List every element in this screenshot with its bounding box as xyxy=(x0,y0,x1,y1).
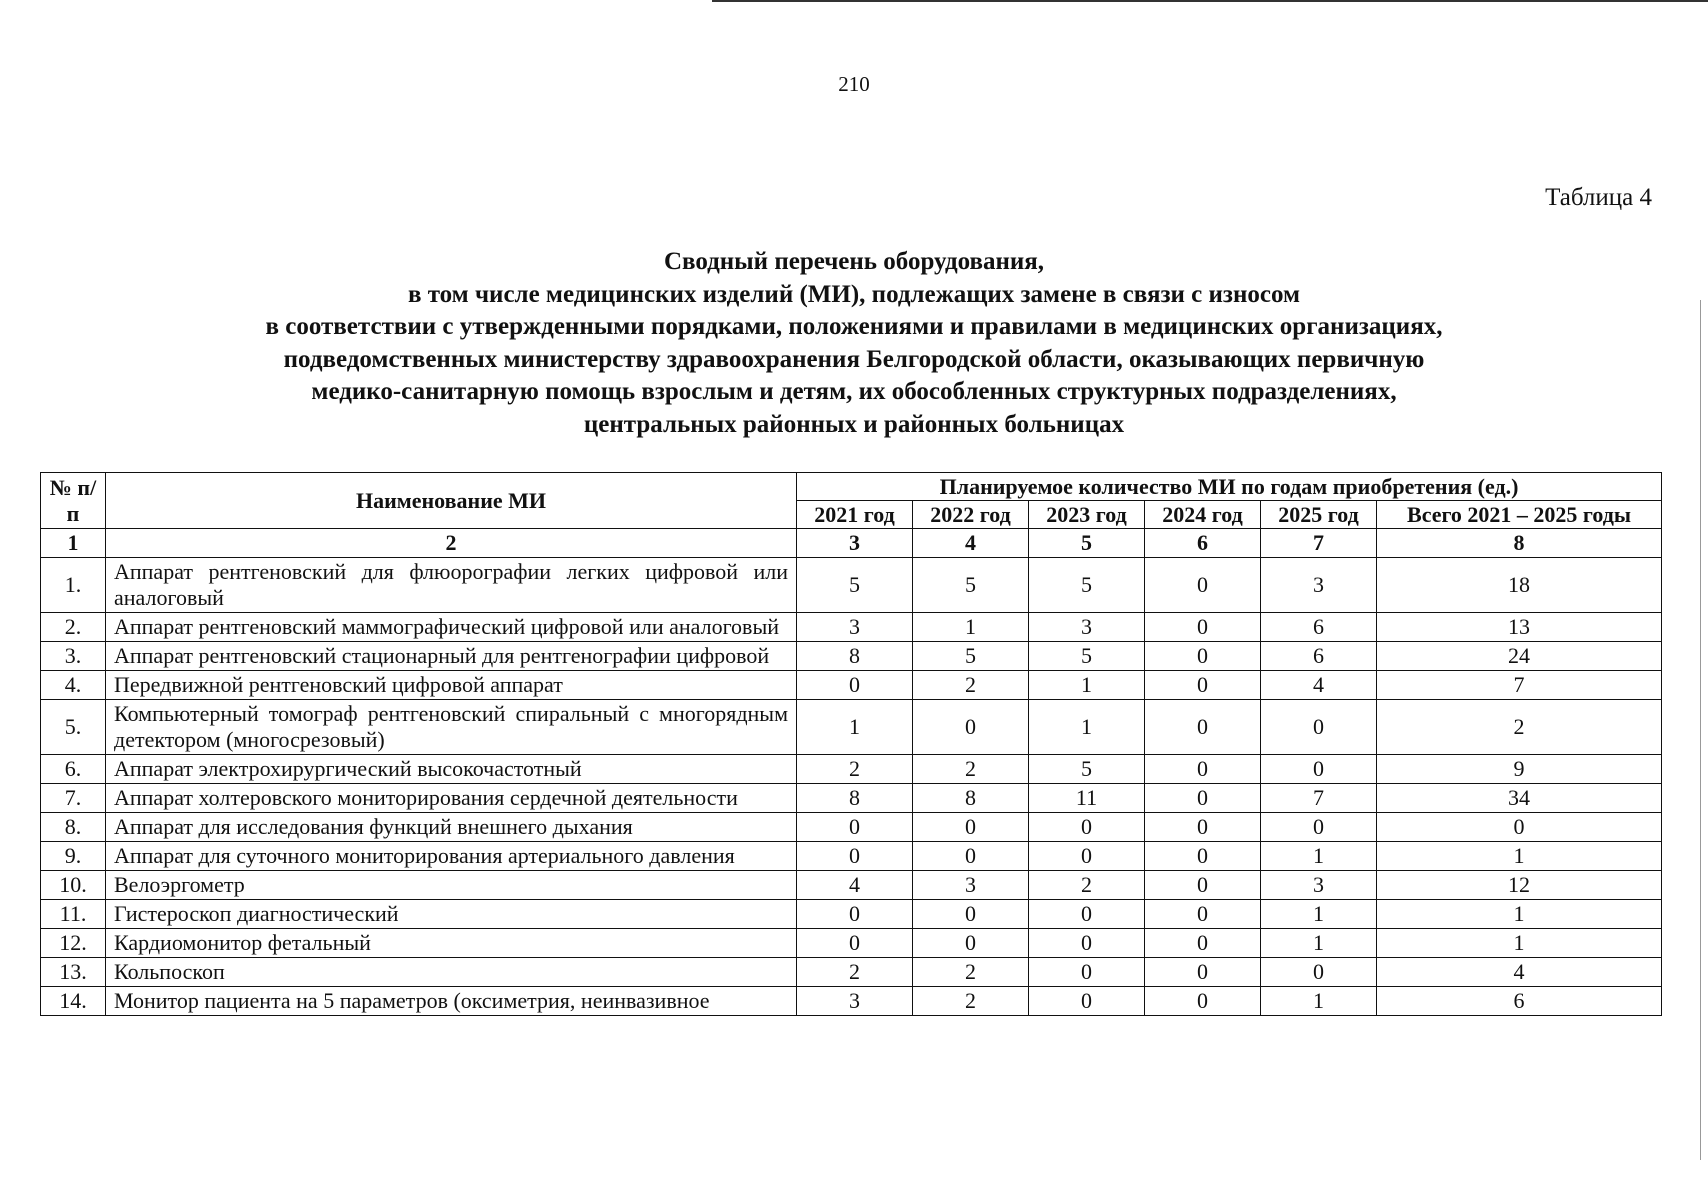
year-value: 3 xyxy=(1029,613,1145,642)
year-value: 8 xyxy=(913,784,1029,813)
header-total: Всего 2021 – 2025 годы xyxy=(1377,501,1662,529)
year-value: 8 xyxy=(797,642,913,671)
row-number: 12. xyxy=(41,929,106,958)
equipment-name: Аппарат рентгеновский маммографический цифровой или аналоговый xyxy=(106,613,797,642)
title-line: подведомственных министерству здравоохранения Белгородской области, оказывающих первичную xyxy=(283,345,1425,373)
total-value: 6 xyxy=(1377,987,1662,1016)
year-value: 0 xyxy=(1261,700,1377,755)
year-value: 0 xyxy=(1029,842,1145,871)
year-value: 3 xyxy=(797,987,913,1016)
year-value: 2 xyxy=(913,958,1029,987)
table-row xyxy=(41,958,1662,987)
year-value: 0 xyxy=(1145,558,1261,613)
title-line: медико-санитарную помощь взрослым и детям, их обособленных структурных подразделениях, xyxy=(311,378,1397,405)
total-value: 9 xyxy=(1377,755,1662,784)
year-value: 5 xyxy=(797,558,913,613)
header-year: 2024 год xyxy=(1145,501,1261,529)
table-row xyxy=(41,871,1662,900)
total-value: 34 xyxy=(1377,784,1662,813)
year-value: 0 xyxy=(1145,613,1261,642)
table-row xyxy=(41,671,1662,700)
title-line: центральных районных и районных больницах xyxy=(583,410,1125,438)
year-value: 6 xyxy=(1261,613,1377,642)
year-value: 0 xyxy=(913,842,1029,871)
header-num: № п/п xyxy=(41,473,106,529)
column-number: 1 xyxy=(41,529,106,558)
year-value: 0 xyxy=(797,929,913,958)
year-value: 0 xyxy=(1145,671,1261,700)
year-value: 0 xyxy=(1145,871,1261,900)
total-value: 0 xyxy=(1377,813,1662,842)
year-value: 1 xyxy=(1029,700,1145,755)
column-number: 8 xyxy=(1377,529,1662,558)
header-year: 2025 год xyxy=(1261,501,1377,529)
row-number: 1. xyxy=(41,558,106,613)
header-year: 2022 год xyxy=(913,501,1029,529)
row-number: 5. xyxy=(41,700,106,755)
row-number: 8. xyxy=(41,813,106,842)
year-value: 3 xyxy=(1261,871,1377,900)
year-value: 1 xyxy=(1029,671,1145,700)
year-value: 1 xyxy=(913,613,1029,642)
column-number: 7 xyxy=(1261,529,1377,558)
year-value: 2 xyxy=(913,987,1029,1016)
year-value: 0 xyxy=(1145,784,1261,813)
year-value: 5 xyxy=(1029,755,1145,784)
total-value: 12 xyxy=(1377,871,1662,900)
equipment-name: Гистероскоп диагностический xyxy=(106,900,797,929)
total-value: 4 xyxy=(1377,958,1662,987)
equipment-name: Аппарат холтеровского мониторирования сердечной деятельности xyxy=(106,784,797,813)
row-number: 11. xyxy=(41,900,106,929)
table-row xyxy=(41,987,1662,1016)
column-number: 3 xyxy=(797,529,913,558)
row-number: 6. xyxy=(41,755,106,784)
year-value: 1 xyxy=(1261,842,1377,871)
equipment-name: Кольпоскоп xyxy=(106,958,797,987)
table-row xyxy=(41,813,1662,842)
year-value: 0 xyxy=(913,900,1029,929)
row-number: 4. xyxy=(41,671,106,700)
year-value: 8 xyxy=(797,784,913,813)
table-row xyxy=(41,613,1662,642)
column-number: 5 xyxy=(1029,529,1145,558)
year-value: 1 xyxy=(797,700,913,755)
row-number: 7. xyxy=(41,784,106,813)
year-value: 1 xyxy=(1261,900,1377,929)
year-value: 2 xyxy=(797,958,913,987)
row-number: 3. xyxy=(41,642,106,671)
right-edge-line xyxy=(1700,300,1701,1160)
year-value: 0 xyxy=(1029,900,1145,929)
total-value: 18 xyxy=(1377,558,1662,613)
year-value: 0 xyxy=(1029,929,1145,958)
table-body xyxy=(41,558,1662,1016)
total-value: 2 xyxy=(1377,700,1662,755)
table-row xyxy=(41,700,1662,755)
equipment-name: Аппарат рентгеновский стационарный для рентгенографии цифровой xyxy=(106,642,797,671)
year-value: 0 xyxy=(1145,842,1261,871)
year-value: 4 xyxy=(1261,671,1377,700)
equipment-name: Компьютерный томограф рентгеновский спиральный с многорядным детектором (многосрезовый) xyxy=(106,700,797,755)
year-value: 0 xyxy=(1145,700,1261,755)
year-value: 0 xyxy=(1145,755,1261,784)
year-value: 0 xyxy=(1261,813,1377,842)
table-row xyxy=(41,784,1662,813)
header-year: 2021 год xyxy=(797,501,913,529)
year-value: 0 xyxy=(1261,958,1377,987)
year-value: 0 xyxy=(1145,813,1261,842)
table-label: Таблица 4 xyxy=(1545,184,1652,211)
title-line: в соответствии с утвержденными порядками, положениями и правилами в медицинских организациях, xyxy=(265,313,1443,340)
year-value: 0 xyxy=(797,671,913,700)
page-number: 210 xyxy=(838,72,870,96)
equipment-name: Кардиомонитор фетальный xyxy=(106,929,797,958)
column-number: 4 xyxy=(913,529,1029,558)
row-number: 2. xyxy=(41,613,106,642)
year-value: 0 xyxy=(913,813,1029,842)
equipment-name: Аппарат для суточного мониторирования артериального давления xyxy=(106,842,797,871)
year-value: 0 xyxy=(913,929,1029,958)
header-group: Планируемое количество МИ по годам приобретения (ед.) xyxy=(797,473,1662,501)
year-value: 11 xyxy=(1029,784,1145,813)
table-row xyxy=(41,558,1662,613)
year-value: 0 xyxy=(913,700,1029,755)
document-title xyxy=(60,246,1648,441)
year-value: 3 xyxy=(913,871,1029,900)
year-value: 0 xyxy=(1029,958,1145,987)
year-value: 0 xyxy=(1145,987,1261,1016)
column-number: 6 xyxy=(1145,529,1261,558)
year-value: 3 xyxy=(797,613,913,642)
year-value: 2 xyxy=(913,755,1029,784)
year-value: 4 xyxy=(797,871,913,900)
table-row xyxy=(41,755,1662,784)
column-number: 2 xyxy=(106,529,797,558)
year-value: 0 xyxy=(1145,929,1261,958)
equipment-name: Аппарат электрохирургический высокочастотный xyxy=(106,755,797,784)
year-value: 0 xyxy=(1029,987,1145,1016)
year-value: 0 xyxy=(1145,958,1261,987)
total-value: 1 xyxy=(1377,842,1662,871)
year-value: 0 xyxy=(797,813,913,842)
total-value: 7 xyxy=(1377,671,1662,700)
year-value: 1 xyxy=(1261,987,1377,1016)
year-value: 1 xyxy=(1261,929,1377,958)
year-value: 2 xyxy=(797,755,913,784)
table-row xyxy=(41,900,1662,929)
title-line: в том числе медицинских изделий (МИ), подлежащих замене в связи с износом xyxy=(407,280,1301,308)
equipment-name: Аппарат для исследования функций внешнего дыхания xyxy=(106,813,797,842)
total-value: 1 xyxy=(1377,900,1662,929)
header-name: Наименование МИ xyxy=(106,473,797,529)
equipment-name: Монитор пациента на 5 параметров (оксиметрия, неинвазивное xyxy=(106,987,797,1016)
equipment-name: Передвижной рентгеновский цифровой аппарат xyxy=(106,671,797,700)
row-number: 10. xyxy=(41,871,106,900)
table-row xyxy=(41,929,1662,958)
table-row xyxy=(41,642,1662,671)
header-year: 2023 год xyxy=(1029,501,1145,529)
equipment-name: Велоэргометр xyxy=(106,871,797,900)
year-value: 6 xyxy=(1261,642,1377,671)
equipment-name: Аппарат рентгеновский для флюорографии легких цифровой или аналоговый xyxy=(106,558,797,613)
year-value: 0 xyxy=(1261,755,1377,784)
row-number: 9. xyxy=(41,842,106,871)
year-value: 5 xyxy=(913,558,1029,613)
year-value: 0 xyxy=(1145,642,1261,671)
total-value: 1 xyxy=(1377,929,1662,958)
total-value: 13 xyxy=(1377,613,1662,642)
year-value: 7 xyxy=(1261,784,1377,813)
table-row xyxy=(41,842,1662,871)
year-value: 2 xyxy=(1029,871,1145,900)
year-value: 2 xyxy=(913,671,1029,700)
year-value: 3 xyxy=(1261,558,1377,613)
top-border-line xyxy=(712,0,1708,2)
year-value: 5 xyxy=(1029,642,1145,671)
equipment-table xyxy=(40,472,1662,1016)
year-value: 5 xyxy=(913,642,1029,671)
year-value: 0 xyxy=(797,900,913,929)
year-value: 0 xyxy=(1145,900,1261,929)
year-value: 5 xyxy=(1029,558,1145,613)
year-value: 0 xyxy=(797,842,913,871)
total-value: 24 xyxy=(1377,642,1662,671)
row-number: 14. xyxy=(41,987,106,1016)
row-number: 13. xyxy=(41,958,106,987)
year-value: 0 xyxy=(1029,813,1145,842)
title-line: Сводный перечень оборудования, xyxy=(663,248,1045,275)
